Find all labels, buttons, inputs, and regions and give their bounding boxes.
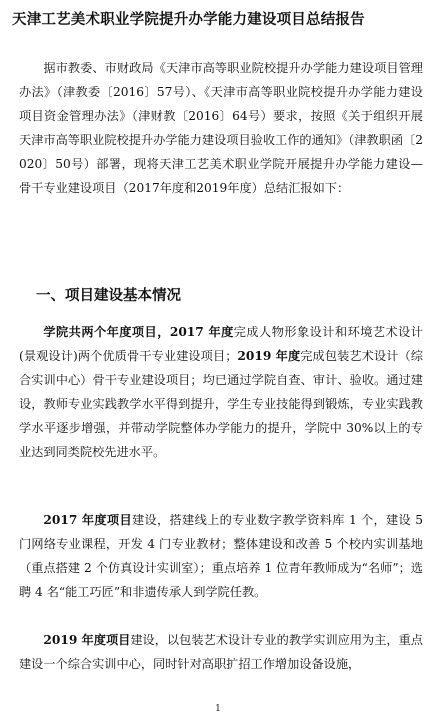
paragraph-text: 建设，以包装艺术设计专业的教学实训应用为主，重点建设一个综合实训中心，同时针对高职扩招工作增加设备设施， bbox=[19, 633, 423, 671]
page-number: 1 bbox=[215, 704, 221, 714]
paragraph-text: 建设，搭建线上的专业数字教学资料库 1 个，建设 5 门网络专业课程，开发 4 门专业教材；整体建设和改善 5 个校内实训基地（重点搭建 2 个仿真设计实训室）；重点培养 1 位青年教师成为“名师”；选聘 4 名“能工巧匠”和非遗传承人到学院任教。 bbox=[19, 513, 423, 599]
intro-paragraph: 据市教委、市财政局《天津市高等职业院校提升办学能力建设项目管理办法》（津教委〔2016〕57号）、《天津市高等职业院校提升办学能力建设项目资金管理办法》（津财教〔2016〕64号）要求，按照《关于组织开展天津市高等职业院校提升办学能力建设项目验收工作的通知》（津教职函〔2020〕50号）部署，现将天津工艺美术职业学院开展提升办学能力建设—骨干专业建设项目（2017年度和2019年度）总结汇报如下： bbox=[19, 61, 423, 195]
paragraph-2017 bbox=[19, 508, 423, 604]
bold-phrase: 2019 年度项目 bbox=[43, 633, 131, 647]
bold-phrase: 2019 年度 bbox=[237, 349, 301, 363]
paragraph-2019 bbox=[19, 628, 423, 676]
paragraph-text: 完成人物形象设计和环境艺术设计(景观设计)两个优质骨干专业建设项目； bbox=[19, 325, 423, 363]
paragraph-text: 完成包装艺术设计（综合实训中心）骨干专业建设项目；均已通过学院自查、审计、验收。通过建设，教师专业实践教学水平得到提升，学生专业技能得到锻炼，专业实践教学水平逐步增强，并带动学院整体办学能力的提升，学院中 30%以上的专业达到同类院校先进水平。 bbox=[19, 349, 423, 459]
section-heading: 一、项目建设基本情况 bbox=[36, 287, 181, 304]
bold-phrase: 学院共两个年度项目，2017 年度 bbox=[43, 325, 234, 339]
bold-phrase: 2017 年度项目 bbox=[43, 513, 132, 527]
paragraph-overview bbox=[19, 320, 423, 464]
document-title: 天津工艺美术职业学院提升办学能力建设项目总结报告 bbox=[12, 11, 365, 28]
